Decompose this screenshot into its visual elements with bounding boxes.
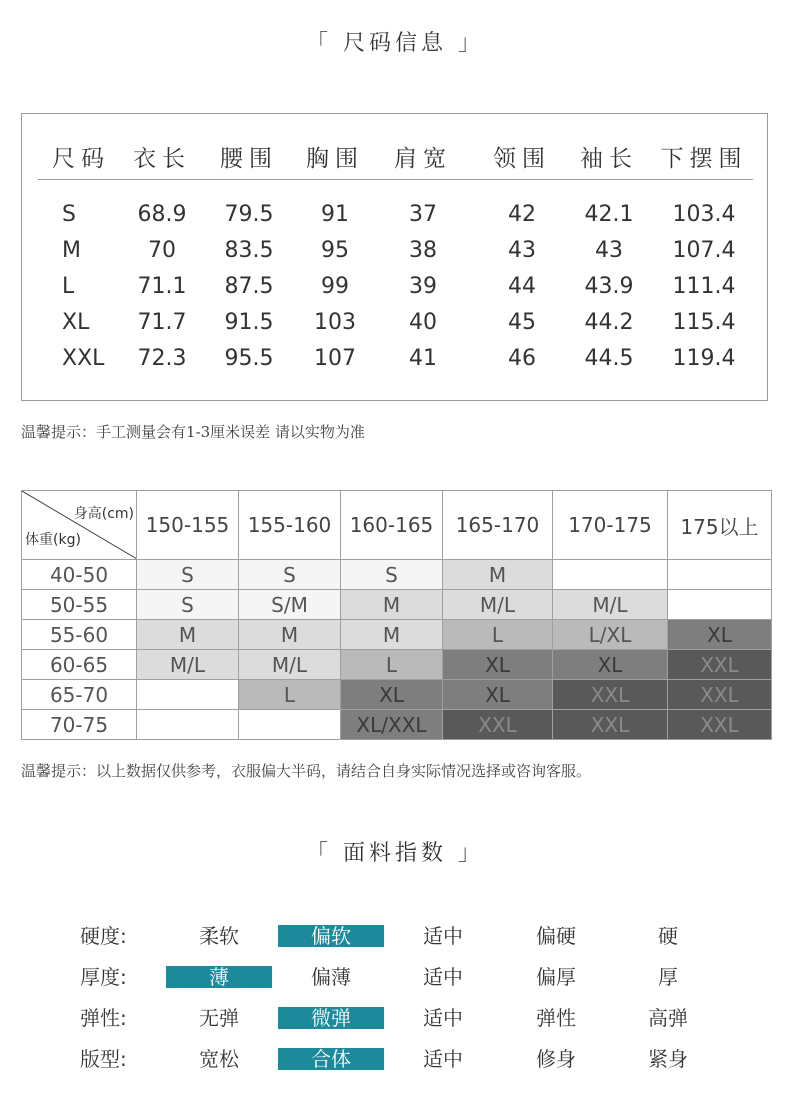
fabric-row [0,925,790,955]
size-recommend-cell: L [443,620,553,650]
size-cell: 68.9 [137,202,187,227]
fabric-option: 硬 [658,924,678,948]
size-recommend-cell: L [341,650,443,680]
size-cell: 103 [314,310,356,335]
size-cell: 79.5 [224,202,274,227]
size-header-1: 衣长 [133,146,191,172]
size-cell: 95.5 [224,346,274,371]
size-recommend-cell: L [239,680,341,710]
fabric-row-label: 版型: [80,1047,127,1071]
size-cell: 99 [321,274,349,299]
fabric-row [0,966,790,996]
recommend-note: 温馨提示：以上数据仅供参考，衣服偏大半码，请结合自身实际情况选择或咨询客服。 [21,762,592,780]
size-recommend-cell: S [341,560,443,590]
size-recommend-cell: S [137,560,239,590]
fabric-option: 柔软 [199,924,239,948]
size-recommend-cell [668,590,772,620]
fabric-option: 厚 [658,965,678,989]
size-header-6: 袖长 [580,146,638,172]
weight-axis-label: 体重(kg) [25,532,81,548]
size-cell: 38 [409,238,437,263]
fabric-option-selected: 合体 [278,1048,384,1070]
fabric-option: 适中 [423,924,463,948]
size-cell: 119.4 [672,346,736,371]
size-recommend-cell: L/XL [553,620,668,650]
size-recommend-cell: M/L [443,590,553,620]
fabric-option: 无弹 [199,1006,239,1030]
weight-range-label: 40-50 [22,560,137,590]
size-recommend-cell [553,560,668,590]
size-recommend-cell: XXL [668,680,772,710]
size-recommend-cell: S [137,590,239,620]
size-recommend-cell: XL [443,680,553,710]
size-recommend-cell: XL [553,650,668,680]
table-row [22,560,772,590]
size-info-table [21,113,768,401]
size-recommend-cell: M/L [239,650,341,680]
table-row [22,710,772,740]
fabric-option: 偏薄 [311,965,351,989]
size-recommend-cell: XL [668,620,772,650]
size-recommend-cell [137,680,239,710]
size-cell: 91 [321,202,349,227]
size-cell: 43 [595,238,623,263]
size-cell: 42.1 [584,202,634,227]
table-row [22,680,772,710]
size-cell: XL [62,310,90,335]
height-range-header: 150-155 [137,491,239,560]
height-range-header: 170-175 [553,491,668,560]
fabric-row-label: 弹性: [80,1006,127,1030]
size-cell: 91.5 [224,310,274,335]
size-recommend-grid [21,490,772,740]
size-recommend-cell: XXL [553,710,668,740]
size-header-7: 下摆围 [660,146,748,172]
size-cell: S [62,202,76,227]
fabric-option: 适中 [423,1006,463,1030]
fabric-option-selected: 偏软 [278,925,384,947]
fabric-option: 适中 [423,965,463,989]
size-header-3: 胸围 [306,146,364,172]
size-recommend-cell: M/L [137,650,239,680]
size-header-2: 腰围 [220,146,278,172]
size-recommend-cell [137,710,239,740]
size-cell: 46 [508,346,536,371]
size-cell: 95 [321,238,349,263]
size-cell: 40 [409,310,437,335]
weight-range-label: 50-55 [22,590,137,620]
size-recommend-cell: S [239,560,341,590]
size-recommend-cell: M [341,620,443,650]
size-header-0: 尺码 [52,146,110,172]
fabric-row [0,1007,790,1037]
size-cell: 115.4 [672,310,736,335]
size-cell: 87.5 [224,274,274,299]
size-header-5: 领围 [493,146,551,172]
size-cell: 107 [314,346,356,371]
size-info-title: 「 尺码信息 」 [306,31,484,56]
size-cell: 44.5 [584,346,634,371]
size-cell: 44 [508,274,536,299]
size-cell: 44.2 [584,310,634,335]
fabric-row [0,1048,790,1078]
fabric-index-title: 「 面料指数 」 [306,841,484,866]
size-recommend-cell [668,560,772,590]
size-cell: 45 [508,310,536,335]
size-cell: 103.4 [672,202,736,227]
fabric-option: 宽松 [199,1047,239,1071]
size-recommend-cell: M [341,590,443,620]
size-header-4: 肩宽 [394,146,452,172]
size-cell: 71.7 [137,310,187,335]
fabric-option: 紧身 [648,1047,688,1071]
weight-range-label: 70-75 [22,710,137,740]
grid-corner [22,491,137,560]
size-recommend-cell: XL [341,680,443,710]
height-range-header: 175以上 [668,491,772,560]
table-row [22,590,772,620]
size-recommend-cell: XXL [668,650,772,680]
size-cell: 39 [409,274,437,299]
size-cell: XXL [62,346,105,371]
size-recommend-cell: XL/XXL [341,710,443,740]
height-range-header: 155-160 [239,491,341,560]
size-recommend-cell: S/M [239,590,341,620]
fabric-option: 弹性 [536,1006,576,1030]
weight-range-label: 55-60 [22,620,137,650]
size-cell: 37 [409,202,437,227]
table-row [22,650,772,680]
size-cell: 41 [409,346,437,371]
size-recommend-cell: XXL [443,710,553,740]
size-cell: 83.5 [224,238,274,263]
size-cell: L [62,274,75,299]
size-cell: M [62,238,81,263]
fabric-option: 偏厚 [536,965,576,989]
fabric-option-selected: 微弹 [278,1007,384,1029]
fabric-option: 高弹 [648,1006,688,1030]
size-recommend-cell: M [137,620,239,650]
fabric-option: 适中 [423,1047,463,1071]
header-divider [38,179,753,180]
fabric-option-selected: 薄 [166,966,272,988]
fabric-option: 偏硬 [536,924,576,948]
size-cell: 43 [508,238,536,263]
size-recommend-cell: M/L [553,590,668,620]
size-cell: 70 [148,238,176,263]
size-cell: 42 [508,202,536,227]
size-recommend-cell: XXL [553,680,668,710]
size-recommend-cell: XXL [668,710,772,740]
size-recommend-cell: M [239,620,341,650]
size-recommend-cell [239,710,341,740]
size-cell: 43.9 [584,274,634,299]
table-row [22,620,772,650]
size-cell: 111.4 [672,274,736,299]
size-cell: 107.4 [672,238,736,263]
height-range-header: 165-170 [443,491,553,560]
size-recommend-cell: XL [443,650,553,680]
size-recommend-cell: M [443,560,553,590]
fabric-row-label: 厚度: [80,965,127,989]
measurement-note: 温馨提示：手工测量会有1-3厘米误差 请以实物为准 [21,423,365,441]
height-range-header: 160-165 [341,491,443,560]
weight-range-label: 60-65 [22,650,137,680]
fabric-option: 修身 [536,1047,576,1071]
weight-range-label: 65-70 [22,680,137,710]
fabric-row-label: 硬度: [80,924,127,948]
height-axis-label: 身高(cm) [73,506,134,522]
size-cell: 72.3 [137,346,187,371]
size-cell: 71.1 [137,274,187,299]
